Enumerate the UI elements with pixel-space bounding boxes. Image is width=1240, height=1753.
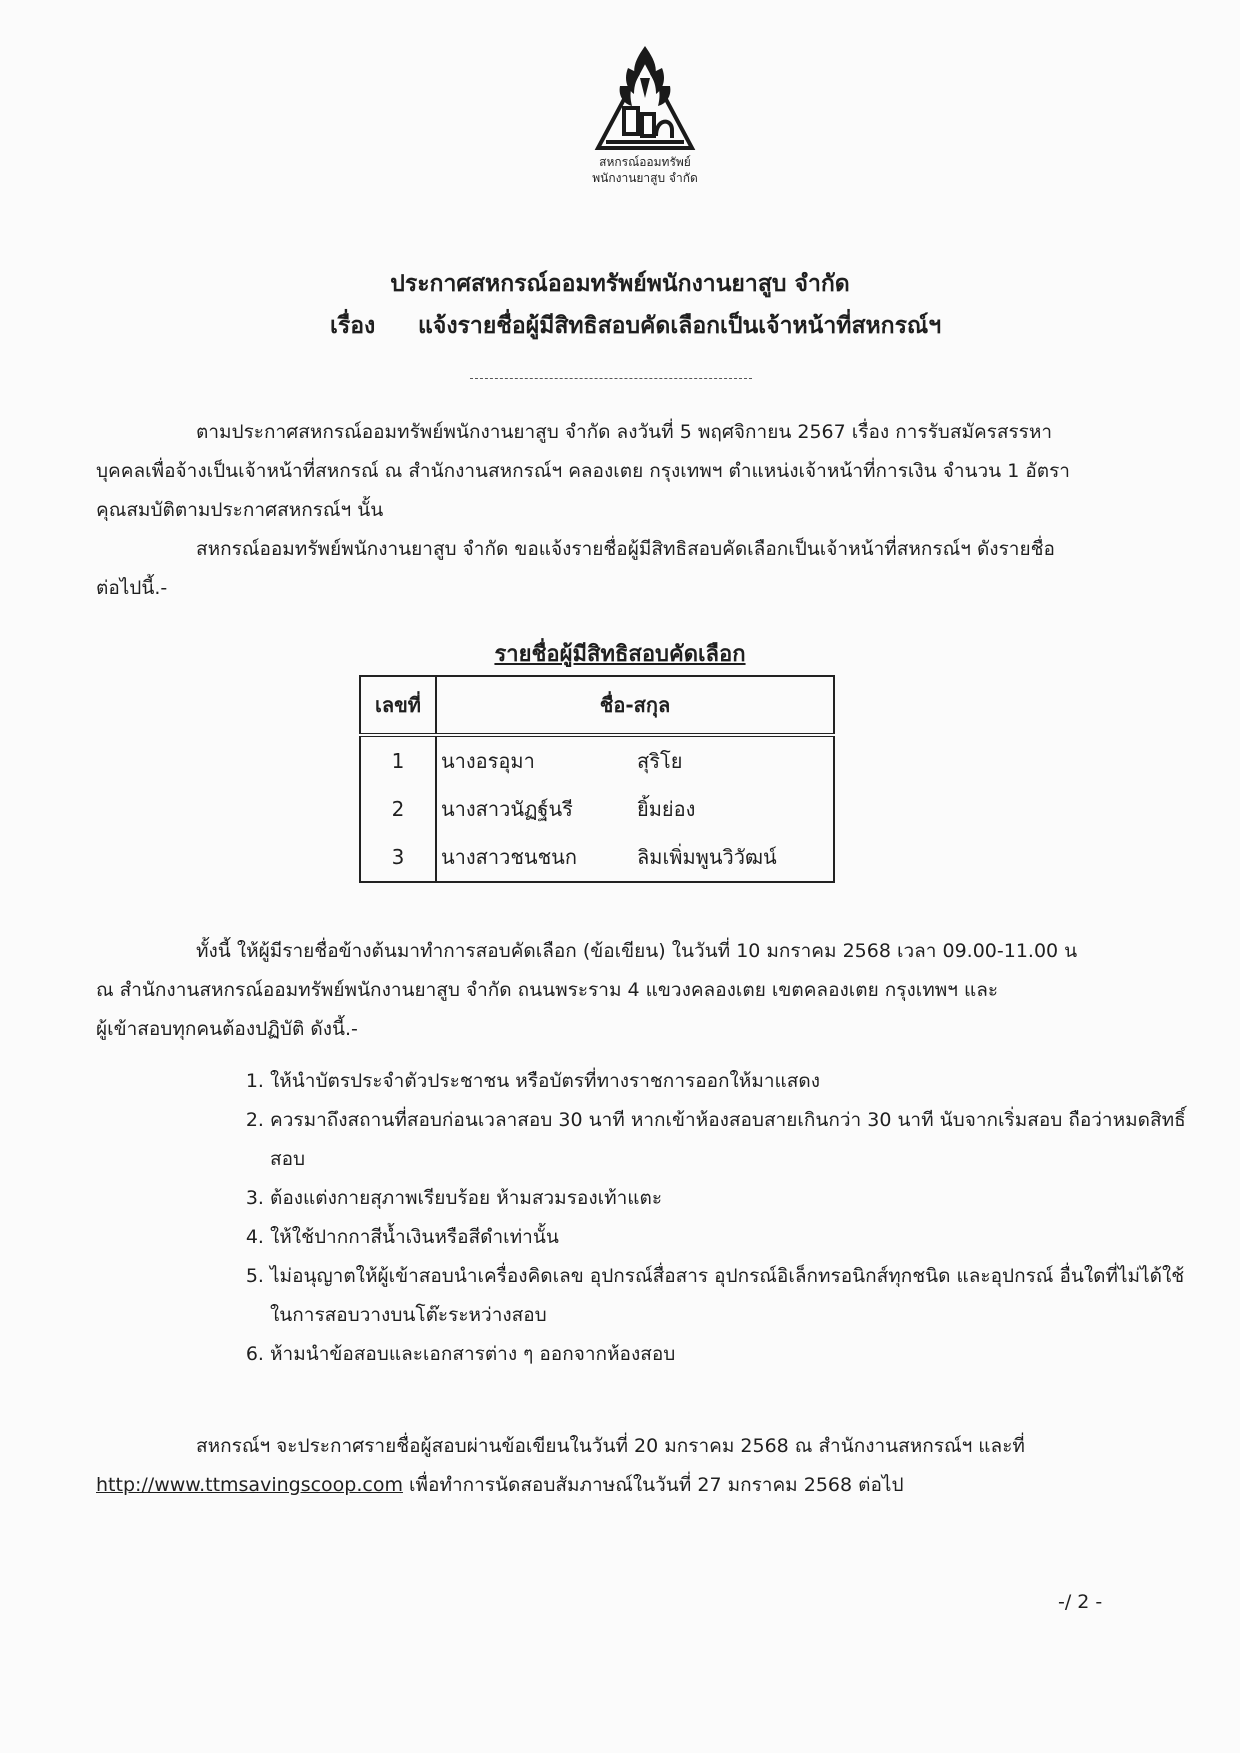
closing-line-2 [96,1466,1178,1505]
notice-line-2: ต่อไปนี้.- [96,577,168,599]
last-name: ลิมเพิ่มพูนวิวัฒน์ [637,845,777,869]
rule-item: 1. ให้นำบัตรประจำตัวประชาชน หรือบัตรที่ทางราชการออกให้มาแสดง [270,1062,1190,1101]
table-header-row [360,676,834,735]
page-continuation-marker: -/ 2 - [1058,1591,1103,1613]
closing-paragraph [96,1427,1178,1505]
announcement-subject [330,308,941,344]
row-fullname [436,833,834,882]
rule-item: 5. ไม่อนุญาตให้ผู้เข้าสอบนำเครื่องคิดเลข อุปกรณ์สื่อสาร อุปกรณ์อิเล็กทรอนิกส์ทุกชนิด และอุปกรณ์ อื่นใดที่ไม่ได้ใช้ในการสอบวางบนโต๊ะระหว่างสอบ [270,1257,1190,1335]
table-row [360,785,834,833]
subject-text: แจ้งรายชื่อผู้มีสิทธิสอบคัดเลือกเป็นเจ้าหน้าที่สหกรณ์ฯ [418,313,942,339]
row-fullname [436,735,834,785]
intro-line-2: บุคคลเพื่อจ้างเป็นเจ้าหน้าที่สหกรณ์ ณ สำนักงานสหกรณ์ฯ คลองเตย กรุงเทพฯ ตำแหน่งเจ้าหน้าที่การเงิน จำนวน 1 อัตรา [96,460,1070,482]
exam-rules-list [240,1062,1190,1374]
notice-line-1: สหกรณ์ออมทรัพย์พนักงานยาสูบ จำกัด ขอแจ้งรายชื่อผู้มีสิทธิสอบคัดเลือกเป็นเจ้าหน้าที่สหกรณ์ฯ ดังรายชื่อ [196,538,1055,560]
table-row [360,735,834,785]
website-link[interactable]: http://www.ttmsavingscoop.com [96,1474,403,1496]
exam-line-3: ผู้เข้าสอบทุกคนต้องปฏิบัติ ดังนี้.- [96,1018,358,1040]
intro-paragraph [96,413,1178,608]
first-name: นางอรอุมา [441,749,535,773]
last-name: ยิ้มย่อง [637,797,696,821]
exam-line-1: ทั้งนี้ ให้ผู้มีรายชื่อข้างต้นมาทำการสอบคัดเลือก (ข้อเขียน) ในวันที่ 10 มกราคม 2568 เวลา 09.00-11.00 น [196,940,1078,962]
cooperative-logo [540,38,750,190]
closing-line-2-rest: เพื่อทำการนัดสอบสัมภาษณ์ในวันที่ 27 มกราคม 2568 ต่อไป [402,1474,904,1496]
intro-line-3: คุณสมบัติตามประกาศสหกรณ์ฯ นั้น [96,499,384,521]
table-row [360,833,834,882]
first-name: นางสาวชนชนก [441,845,577,869]
row-number: 3 [360,833,436,882]
candidate-table [359,675,835,883]
first-name: นางสาวนัฏฐ์นรี [441,797,573,821]
row-fullname [436,785,834,833]
row-number: 1 [360,735,436,785]
rule-item: 6. ห้ามนำข้อสอบและเอกสารต่าง ๆ ออกจากห้องสอบ [270,1335,1190,1374]
logo-emblem-icon [540,38,750,158]
title-divider [470,378,752,379]
exam-paragraph [96,932,1178,1049]
rule-item: 4. ให้ใช้ปากกาสีน้ำเงินหรือสีดำเท่านั้น [270,1218,1190,1257]
subject-label: เรื่อง [330,313,376,339]
row-number: 2 [360,785,436,833]
exam-line-2: ณ สำนักงานสหกรณ์ออมทรัพย์พนักงานยาสูบ จำกัด ถนนพระราม 4 แขวงคลองเตย เขตคลองเตย กรุงเทพฯ และ [96,979,999,1001]
logo-text-line2: พนักงานยาสูบ จำกัด [592,171,698,185]
candidate-list-title: รายชื่อผู้มีสิทธิสอบคัดเลือก [494,642,746,667]
last-name: สุริโย [637,749,683,773]
header-number: เลขที่ [360,676,436,735]
rule-item: 2. ควรมาถึงสถานที่สอบก่อนเวลาสอบ 30 นาที หากเข้าห้องสอบสายเกินกว่า 30 นาที นับจากเริ่มสอบ ถือว่าหมดสิทธิ์สอบ [270,1101,1190,1179]
intro-line-1: ตามประกาศสหกรณ์ออมทรัพย์พนักงานยาสูบ จำกัด ลงวันที่ 5 พฤศจิกายน 2567 เรื่อง การรับสมัครสรรหา [196,421,1053,443]
announcement-title: ประกาศสหกรณ์ออมทรัพย์พนักงานยาสูบ จำกัด [390,271,850,297]
header-fullname: ชื่อ-สกุล [436,676,834,735]
rule-item: 3. ต้องแต่งกายสุภาพเรียบร้อย ห้ามสวมรองเท้าแตะ [270,1179,1190,1218]
logo-text-line1: สหกรณ์ออมทรัพย์ [599,155,691,169]
closing-line-1: สหกรณ์ฯ จะประกาศรายชื่อผู้สอบผ่านข้อเขียนในวันที่ 20 มกราคม 2568 ณ สำนักงานสหกรณ์ฯ และที่ [196,1435,1025,1457]
